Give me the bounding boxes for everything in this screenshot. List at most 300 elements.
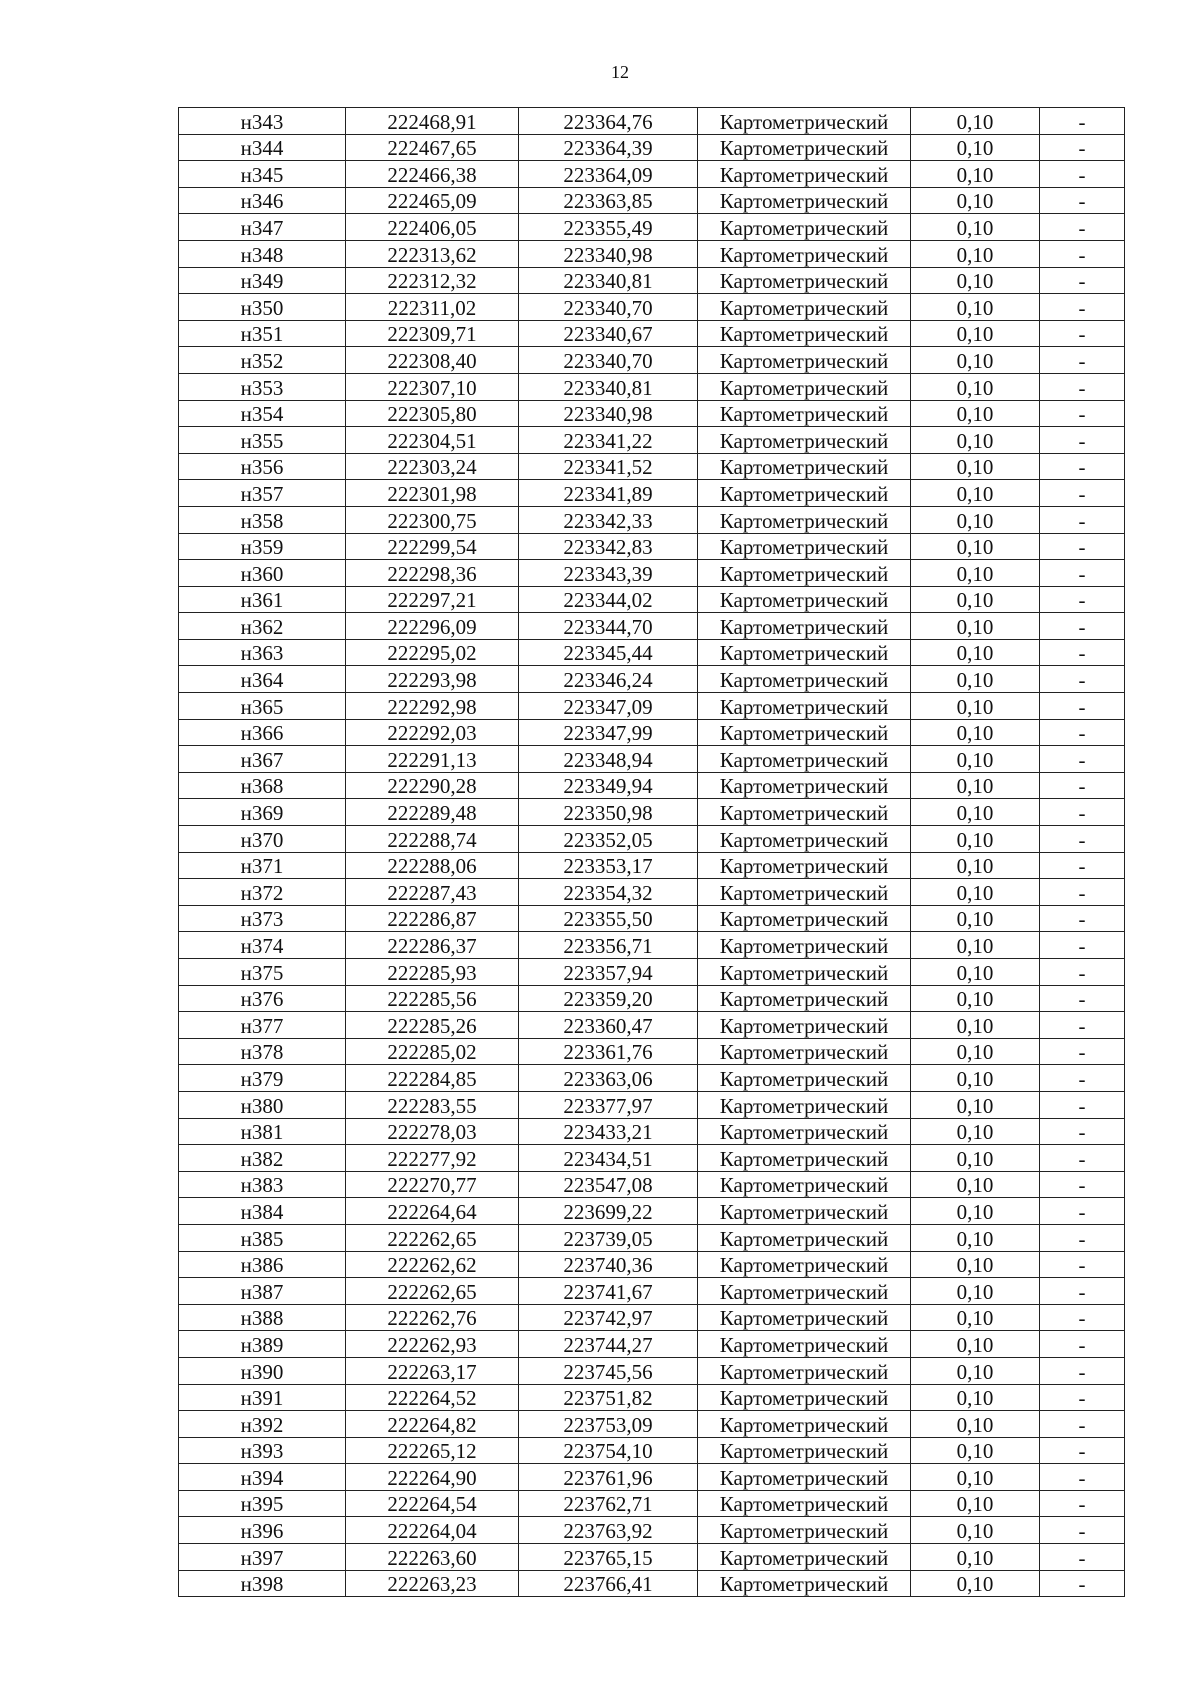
description-cell: - bbox=[1040, 400, 1125, 427]
precision-cell: 0,10 bbox=[911, 1490, 1040, 1517]
point-cell: н362 bbox=[179, 613, 346, 640]
table-row bbox=[179, 1357, 1125, 1384]
description-cell: - bbox=[1040, 1544, 1125, 1571]
precision-cell: 0,10 bbox=[911, 719, 1040, 746]
description-cell: - bbox=[1040, 985, 1125, 1012]
x-coordinate-cell: 222309,71 bbox=[346, 320, 519, 347]
point-cell: н377 bbox=[179, 1012, 346, 1039]
description-cell: - bbox=[1040, 826, 1125, 853]
x-coordinate-cell: 222307,10 bbox=[346, 373, 519, 400]
y-coordinate-cell: 223340,98 bbox=[519, 400, 698, 427]
table-row bbox=[179, 267, 1125, 294]
description-cell: - bbox=[1040, 613, 1125, 640]
x-coordinate-cell: 222290,28 bbox=[346, 772, 519, 799]
point-cell: н390 bbox=[179, 1357, 346, 1384]
method-cell: Картометрический bbox=[698, 1145, 911, 1172]
method-cell: Картометрический bbox=[698, 666, 911, 693]
precision-cell: 0,10 bbox=[911, 1464, 1040, 1491]
description-cell: - bbox=[1040, 1038, 1125, 1065]
y-coordinate-cell: 223349,94 bbox=[519, 772, 698, 799]
precision-cell: 0,10 bbox=[911, 187, 1040, 214]
point-cell: н355 bbox=[179, 427, 346, 454]
x-coordinate-cell: 222308,40 bbox=[346, 347, 519, 374]
x-coordinate-cell: 222283,55 bbox=[346, 1091, 519, 1118]
x-coordinate-cell: 222278,03 bbox=[346, 1118, 519, 1145]
method-cell: Картометрический bbox=[698, 108, 911, 135]
table-row bbox=[179, 985, 1125, 1012]
x-coordinate-cell: 222292,98 bbox=[346, 693, 519, 720]
point-cell: н363 bbox=[179, 639, 346, 666]
y-coordinate-cell: 223340,67 bbox=[519, 320, 698, 347]
table-row bbox=[179, 799, 1125, 826]
precision-cell: 0,10 bbox=[911, 1118, 1040, 1145]
precision-cell: 0,10 bbox=[911, 1224, 1040, 1251]
description-cell: - bbox=[1040, 480, 1125, 507]
y-coordinate-cell: 223751,82 bbox=[519, 1384, 698, 1411]
method-cell: Картометрический bbox=[698, 320, 911, 347]
precision-cell: 0,10 bbox=[911, 1065, 1040, 1092]
y-coordinate-cell: 223739,05 bbox=[519, 1224, 698, 1251]
precision-cell: 0,10 bbox=[911, 427, 1040, 454]
point-cell: н385 bbox=[179, 1224, 346, 1251]
y-coordinate-cell: 223342,33 bbox=[519, 506, 698, 533]
description-cell: - bbox=[1040, 1490, 1125, 1517]
table-row bbox=[179, 613, 1125, 640]
x-coordinate-cell: 222289,48 bbox=[346, 799, 519, 826]
x-coordinate-cell: 222285,93 bbox=[346, 959, 519, 986]
method-cell: Картометрический bbox=[698, 613, 911, 640]
point-cell: н374 bbox=[179, 932, 346, 959]
description-cell: - bbox=[1040, 905, 1125, 932]
table-row bbox=[179, 932, 1125, 959]
y-coordinate-cell: 223348,94 bbox=[519, 746, 698, 773]
point-cell: н375 bbox=[179, 959, 346, 986]
x-coordinate-cell: 222301,98 bbox=[346, 480, 519, 507]
precision-cell: 0,10 bbox=[911, 506, 1040, 533]
y-coordinate-cell: 223344,70 bbox=[519, 613, 698, 640]
y-coordinate-cell: 223364,09 bbox=[519, 161, 698, 188]
precision-cell: 0,10 bbox=[911, 108, 1040, 135]
x-coordinate-cell: 222264,82 bbox=[346, 1411, 519, 1438]
precision-cell: 0,10 bbox=[911, 879, 1040, 906]
y-coordinate-cell: 223745,56 bbox=[519, 1357, 698, 1384]
description-cell: - bbox=[1040, 1357, 1125, 1384]
precision-cell: 0,10 bbox=[911, 932, 1040, 959]
method-cell: Картометрический bbox=[698, 826, 911, 853]
table-row bbox=[179, 905, 1125, 932]
y-coordinate-cell: 223343,39 bbox=[519, 560, 698, 587]
point-cell: н357 bbox=[179, 480, 346, 507]
precision-cell: 0,10 bbox=[911, 1544, 1040, 1571]
precision-cell: 0,10 bbox=[911, 1411, 1040, 1438]
method-cell: Картометрический bbox=[698, 1304, 911, 1331]
y-coordinate-cell: 223360,47 bbox=[519, 1012, 698, 1039]
table-row bbox=[179, 772, 1125, 799]
x-coordinate-cell: 222296,09 bbox=[346, 613, 519, 640]
y-coordinate-cell: 223345,44 bbox=[519, 639, 698, 666]
y-coordinate-cell: 223359,20 bbox=[519, 985, 698, 1012]
method-cell: Картометрический bbox=[698, 427, 911, 454]
table-row bbox=[179, 1544, 1125, 1571]
point-cell: н381 bbox=[179, 1118, 346, 1145]
precision-cell: 0,10 bbox=[911, 1570, 1040, 1597]
method-cell: Картометрический bbox=[698, 400, 911, 427]
precision-cell: 0,10 bbox=[911, 267, 1040, 294]
description-cell: - bbox=[1040, 134, 1125, 161]
x-coordinate-cell: 222264,04 bbox=[346, 1517, 519, 1544]
precision-cell: 0,10 bbox=[911, 533, 1040, 560]
x-coordinate-cell: 222287,43 bbox=[346, 879, 519, 906]
description-cell: - bbox=[1040, 453, 1125, 480]
x-coordinate-cell: 222466,38 bbox=[346, 161, 519, 188]
table-row bbox=[179, 533, 1125, 560]
description-cell: - bbox=[1040, 1012, 1125, 1039]
table-row bbox=[179, 453, 1125, 480]
point-cell: н383 bbox=[179, 1171, 346, 1198]
x-coordinate-cell: 222285,26 bbox=[346, 1012, 519, 1039]
y-coordinate-cell: 223740,36 bbox=[519, 1251, 698, 1278]
precision-cell: 0,10 bbox=[911, 905, 1040, 932]
description-cell: - bbox=[1040, 586, 1125, 613]
point-cell: н393 bbox=[179, 1437, 346, 1464]
description-cell: - bbox=[1040, 879, 1125, 906]
point-cell: н371 bbox=[179, 852, 346, 879]
x-coordinate-cell: 222264,54 bbox=[346, 1490, 519, 1517]
description-cell: - bbox=[1040, 294, 1125, 321]
table-row bbox=[179, 373, 1125, 400]
y-coordinate-cell: 223754,10 bbox=[519, 1437, 698, 1464]
point-cell: н384 bbox=[179, 1198, 346, 1225]
table-row bbox=[179, 826, 1125, 853]
table-row bbox=[179, 347, 1125, 374]
x-coordinate-cell: 222264,52 bbox=[346, 1384, 519, 1411]
description-cell: - bbox=[1040, 533, 1125, 560]
method-cell: Картометрический bbox=[698, 1091, 911, 1118]
table-row bbox=[179, 480, 1125, 507]
method-cell: Картометрический bbox=[698, 1012, 911, 1039]
table-row bbox=[179, 693, 1125, 720]
point-cell: н382 bbox=[179, 1145, 346, 1172]
description-cell: - bbox=[1040, 746, 1125, 773]
x-coordinate-cell: 222311,02 bbox=[346, 294, 519, 321]
point-cell: н349 bbox=[179, 267, 346, 294]
precision-cell: 0,10 bbox=[911, 1517, 1040, 1544]
method-cell: Картометрический bbox=[698, 1251, 911, 1278]
coordinates-table-body bbox=[179, 108, 1125, 1597]
description-cell: - bbox=[1040, 1145, 1125, 1172]
y-coordinate-cell: 223547,08 bbox=[519, 1171, 698, 1198]
point-cell: н397 bbox=[179, 1544, 346, 1571]
method-cell: Картометрический bbox=[698, 693, 911, 720]
x-coordinate-cell: 222304,51 bbox=[346, 427, 519, 454]
point-cell: н356 bbox=[179, 453, 346, 480]
table-row bbox=[179, 852, 1125, 879]
y-coordinate-cell: 223341,89 bbox=[519, 480, 698, 507]
x-coordinate-cell: 222293,98 bbox=[346, 666, 519, 693]
precision-cell: 0,10 bbox=[911, 1384, 1040, 1411]
table-row bbox=[179, 1118, 1125, 1145]
point-cell: н368 bbox=[179, 772, 346, 799]
point-cell: н395 bbox=[179, 1490, 346, 1517]
precision-cell: 0,10 bbox=[911, 1437, 1040, 1464]
description-cell: - bbox=[1040, 108, 1125, 135]
y-coordinate-cell: 223350,98 bbox=[519, 799, 698, 826]
y-coordinate-cell: 223357,94 bbox=[519, 959, 698, 986]
method-cell: Картометрический bbox=[698, 719, 911, 746]
x-coordinate-cell: 222297,21 bbox=[346, 586, 519, 613]
table-row bbox=[179, 666, 1125, 693]
x-coordinate-cell: 222465,09 bbox=[346, 187, 519, 214]
x-coordinate-cell: 222305,80 bbox=[346, 400, 519, 427]
point-cell: н359 bbox=[179, 533, 346, 560]
point-cell: н376 bbox=[179, 985, 346, 1012]
point-cell: н378 bbox=[179, 1038, 346, 1065]
y-coordinate-cell: 223433,21 bbox=[519, 1118, 698, 1145]
y-coordinate-cell: 223340,81 bbox=[519, 267, 698, 294]
y-coordinate-cell: 223699,22 bbox=[519, 1198, 698, 1225]
x-coordinate-cell: 222262,76 bbox=[346, 1304, 519, 1331]
precision-cell: 0,10 bbox=[911, 666, 1040, 693]
y-coordinate-cell: 223434,51 bbox=[519, 1145, 698, 1172]
description-cell: - bbox=[1040, 932, 1125, 959]
point-cell: н388 bbox=[179, 1304, 346, 1331]
method-cell: Картометрический bbox=[698, 506, 911, 533]
method-cell: Картометрический bbox=[698, 1517, 911, 1544]
method-cell: Картометрический bbox=[698, 1411, 911, 1438]
precision-cell: 0,10 bbox=[911, 985, 1040, 1012]
precision-cell: 0,10 bbox=[911, 1038, 1040, 1065]
table-row bbox=[179, 1012, 1125, 1039]
table-row bbox=[179, 1517, 1125, 1544]
method-cell: Картометрический bbox=[698, 1171, 911, 1198]
table-row bbox=[179, 1145, 1125, 1172]
precision-cell: 0,10 bbox=[911, 772, 1040, 799]
table-row bbox=[179, 1278, 1125, 1305]
table-row bbox=[179, 639, 1125, 666]
table-row bbox=[179, 161, 1125, 188]
method-cell: Картометрический bbox=[698, 1038, 911, 1065]
y-coordinate-cell: 223340,70 bbox=[519, 294, 698, 321]
y-coordinate-cell: 223765,15 bbox=[519, 1544, 698, 1571]
precision-cell: 0,10 bbox=[911, 480, 1040, 507]
point-cell: н365 bbox=[179, 693, 346, 720]
description-cell: - bbox=[1040, 1118, 1125, 1145]
x-coordinate-cell: 222262,62 bbox=[346, 1251, 519, 1278]
precision-cell: 0,10 bbox=[911, 826, 1040, 853]
description-cell: - bbox=[1040, 240, 1125, 267]
y-coordinate-cell: 223344,02 bbox=[519, 586, 698, 613]
method-cell: Картометрический bbox=[698, 879, 911, 906]
y-coordinate-cell: 223356,71 bbox=[519, 932, 698, 959]
method-cell: Картометрический bbox=[698, 267, 911, 294]
table-row bbox=[179, 1171, 1125, 1198]
method-cell: Картометрический bbox=[698, 746, 911, 773]
precision-cell: 0,10 bbox=[911, 1171, 1040, 1198]
description-cell: - bbox=[1040, 666, 1125, 693]
method-cell: Картометрический bbox=[698, 586, 911, 613]
method-cell: Картометрический bbox=[698, 1570, 911, 1597]
x-coordinate-cell: 222263,17 bbox=[346, 1357, 519, 1384]
y-coordinate-cell: 223341,52 bbox=[519, 453, 698, 480]
method-cell: Картометрический bbox=[698, 1198, 911, 1225]
description-cell: - bbox=[1040, 1411, 1125, 1438]
table-row bbox=[179, 1464, 1125, 1491]
point-cell: н346 bbox=[179, 187, 346, 214]
method-cell: Картометрический bbox=[698, 347, 911, 374]
precision-cell: 0,10 bbox=[911, 799, 1040, 826]
precision-cell: 0,10 bbox=[911, 1198, 1040, 1225]
method-cell: Картометрический bbox=[698, 772, 911, 799]
point-cell: н364 bbox=[179, 666, 346, 693]
table-row bbox=[179, 1198, 1125, 1225]
y-coordinate-cell: 223363,06 bbox=[519, 1065, 698, 1092]
point-cell: н379 bbox=[179, 1065, 346, 1092]
y-coordinate-cell: 223377,97 bbox=[519, 1091, 698, 1118]
point-cell: н354 bbox=[179, 400, 346, 427]
x-coordinate-cell: 222312,32 bbox=[346, 267, 519, 294]
table-row bbox=[179, 1437, 1125, 1464]
x-coordinate-cell: 222286,37 bbox=[346, 932, 519, 959]
point-cell: н348 bbox=[179, 240, 346, 267]
method-cell: Картометрический bbox=[698, 932, 911, 959]
precision-cell: 0,10 bbox=[911, 134, 1040, 161]
method-cell: Картометрический bbox=[698, 453, 911, 480]
table-row bbox=[179, 1304, 1125, 1331]
x-coordinate-cell: 222285,56 bbox=[346, 985, 519, 1012]
y-coordinate-cell: 223342,83 bbox=[519, 533, 698, 560]
x-coordinate-cell: 222300,75 bbox=[346, 506, 519, 533]
method-cell: Картометрический bbox=[698, 480, 911, 507]
y-coordinate-cell: 223353,17 bbox=[519, 852, 698, 879]
y-coordinate-cell: 223347,99 bbox=[519, 719, 698, 746]
point-cell: н343 bbox=[179, 108, 346, 135]
table-row bbox=[179, 214, 1125, 241]
method-cell: Картометрический bbox=[698, 959, 911, 986]
table-row bbox=[179, 1038, 1125, 1065]
table-row bbox=[179, 1331, 1125, 1358]
point-cell: н366 bbox=[179, 719, 346, 746]
point-cell: н360 bbox=[179, 560, 346, 587]
point-cell: н361 bbox=[179, 586, 346, 613]
point-cell: н370 bbox=[179, 826, 346, 853]
table-row bbox=[179, 1570, 1125, 1597]
table-row bbox=[179, 1224, 1125, 1251]
table-row bbox=[179, 1384, 1125, 1411]
x-coordinate-cell: 222277,92 bbox=[346, 1145, 519, 1172]
x-coordinate-cell: 222288,06 bbox=[346, 852, 519, 879]
method-cell: Картометрический bbox=[698, 1544, 911, 1571]
y-coordinate-cell: 223761,96 bbox=[519, 1464, 698, 1491]
y-coordinate-cell: 223340,70 bbox=[519, 347, 698, 374]
precision-cell: 0,10 bbox=[911, 373, 1040, 400]
x-coordinate-cell: 222467,65 bbox=[346, 134, 519, 161]
x-coordinate-cell: 222288,74 bbox=[346, 826, 519, 853]
table-row bbox=[179, 719, 1125, 746]
point-cell: н387 bbox=[179, 1278, 346, 1305]
description-cell: - bbox=[1040, 506, 1125, 533]
point-cell: н367 bbox=[179, 746, 346, 773]
description-cell: - bbox=[1040, 852, 1125, 879]
point-cell: н353 bbox=[179, 373, 346, 400]
table-row bbox=[179, 959, 1125, 986]
description-cell: - bbox=[1040, 1517, 1125, 1544]
precision-cell: 0,10 bbox=[911, 320, 1040, 347]
method-cell: Картометрический bbox=[698, 214, 911, 241]
method-cell: Картометрический bbox=[698, 905, 911, 932]
table-row bbox=[179, 1091, 1125, 1118]
precision-cell: 0,10 bbox=[911, 560, 1040, 587]
description-cell: - bbox=[1040, 320, 1125, 347]
description-cell: - bbox=[1040, 347, 1125, 374]
method-cell: Картометрический bbox=[698, 187, 911, 214]
description-cell: - bbox=[1040, 1091, 1125, 1118]
description-cell: - bbox=[1040, 959, 1125, 986]
y-coordinate-cell: 223340,81 bbox=[519, 373, 698, 400]
y-coordinate-cell: 223742,97 bbox=[519, 1304, 698, 1331]
description-cell: - bbox=[1040, 373, 1125, 400]
x-coordinate-cell: 222406,05 bbox=[346, 214, 519, 241]
table-row bbox=[179, 1065, 1125, 1092]
precision-cell: 0,10 bbox=[911, 1251, 1040, 1278]
x-coordinate-cell: 222468,91 bbox=[346, 108, 519, 135]
y-coordinate-cell: 223766,41 bbox=[519, 1570, 698, 1597]
x-coordinate-cell: 222295,02 bbox=[346, 639, 519, 666]
precision-cell: 0,10 bbox=[911, 746, 1040, 773]
x-coordinate-cell: 222265,12 bbox=[346, 1437, 519, 1464]
table-row bbox=[179, 879, 1125, 906]
precision-cell: 0,10 bbox=[911, 1012, 1040, 1039]
y-coordinate-cell: 223363,85 bbox=[519, 187, 698, 214]
x-coordinate-cell: 222299,54 bbox=[346, 533, 519, 560]
table-row bbox=[179, 187, 1125, 214]
y-coordinate-cell: 223364,39 bbox=[519, 134, 698, 161]
y-coordinate-cell: 223753,09 bbox=[519, 1411, 698, 1438]
y-coordinate-cell: 223346,24 bbox=[519, 666, 698, 693]
precision-cell: 0,10 bbox=[911, 240, 1040, 267]
method-cell: Картометрический bbox=[698, 1278, 911, 1305]
method-cell: Картометрический bbox=[698, 1065, 911, 1092]
y-coordinate-cell: 223763,92 bbox=[519, 1517, 698, 1544]
y-coordinate-cell: 223341,22 bbox=[519, 427, 698, 454]
precision-cell: 0,10 bbox=[911, 693, 1040, 720]
method-cell: Картометрический bbox=[698, 1357, 911, 1384]
point-cell: н386 bbox=[179, 1251, 346, 1278]
precision-cell: 0,10 bbox=[911, 214, 1040, 241]
method-cell: Картометрический bbox=[698, 985, 911, 1012]
x-coordinate-cell: 222264,90 bbox=[346, 1464, 519, 1491]
method-cell: Картометрический bbox=[698, 799, 911, 826]
description-cell: - bbox=[1040, 214, 1125, 241]
method-cell: Картометрический bbox=[698, 1437, 911, 1464]
method-cell: Картометрический bbox=[698, 1490, 911, 1517]
precision-cell: 0,10 bbox=[911, 586, 1040, 613]
y-coordinate-cell: 223355,50 bbox=[519, 905, 698, 932]
description-cell: - bbox=[1040, 1464, 1125, 1491]
point-cell: н389 bbox=[179, 1331, 346, 1358]
method-cell: Картометрический bbox=[698, 240, 911, 267]
table-row bbox=[179, 134, 1125, 161]
precision-cell: 0,10 bbox=[911, 639, 1040, 666]
precision-cell: 0,10 bbox=[911, 959, 1040, 986]
description-cell: - bbox=[1040, 1304, 1125, 1331]
method-cell: Картометрический bbox=[698, 134, 911, 161]
method-cell: Картометрический bbox=[698, 1384, 911, 1411]
point-cell: н345 bbox=[179, 161, 346, 188]
method-cell: Картометрический bbox=[698, 639, 911, 666]
table-row bbox=[179, 506, 1125, 533]
x-coordinate-cell: 222263,23 bbox=[346, 1570, 519, 1597]
point-cell: н392 bbox=[179, 1411, 346, 1438]
